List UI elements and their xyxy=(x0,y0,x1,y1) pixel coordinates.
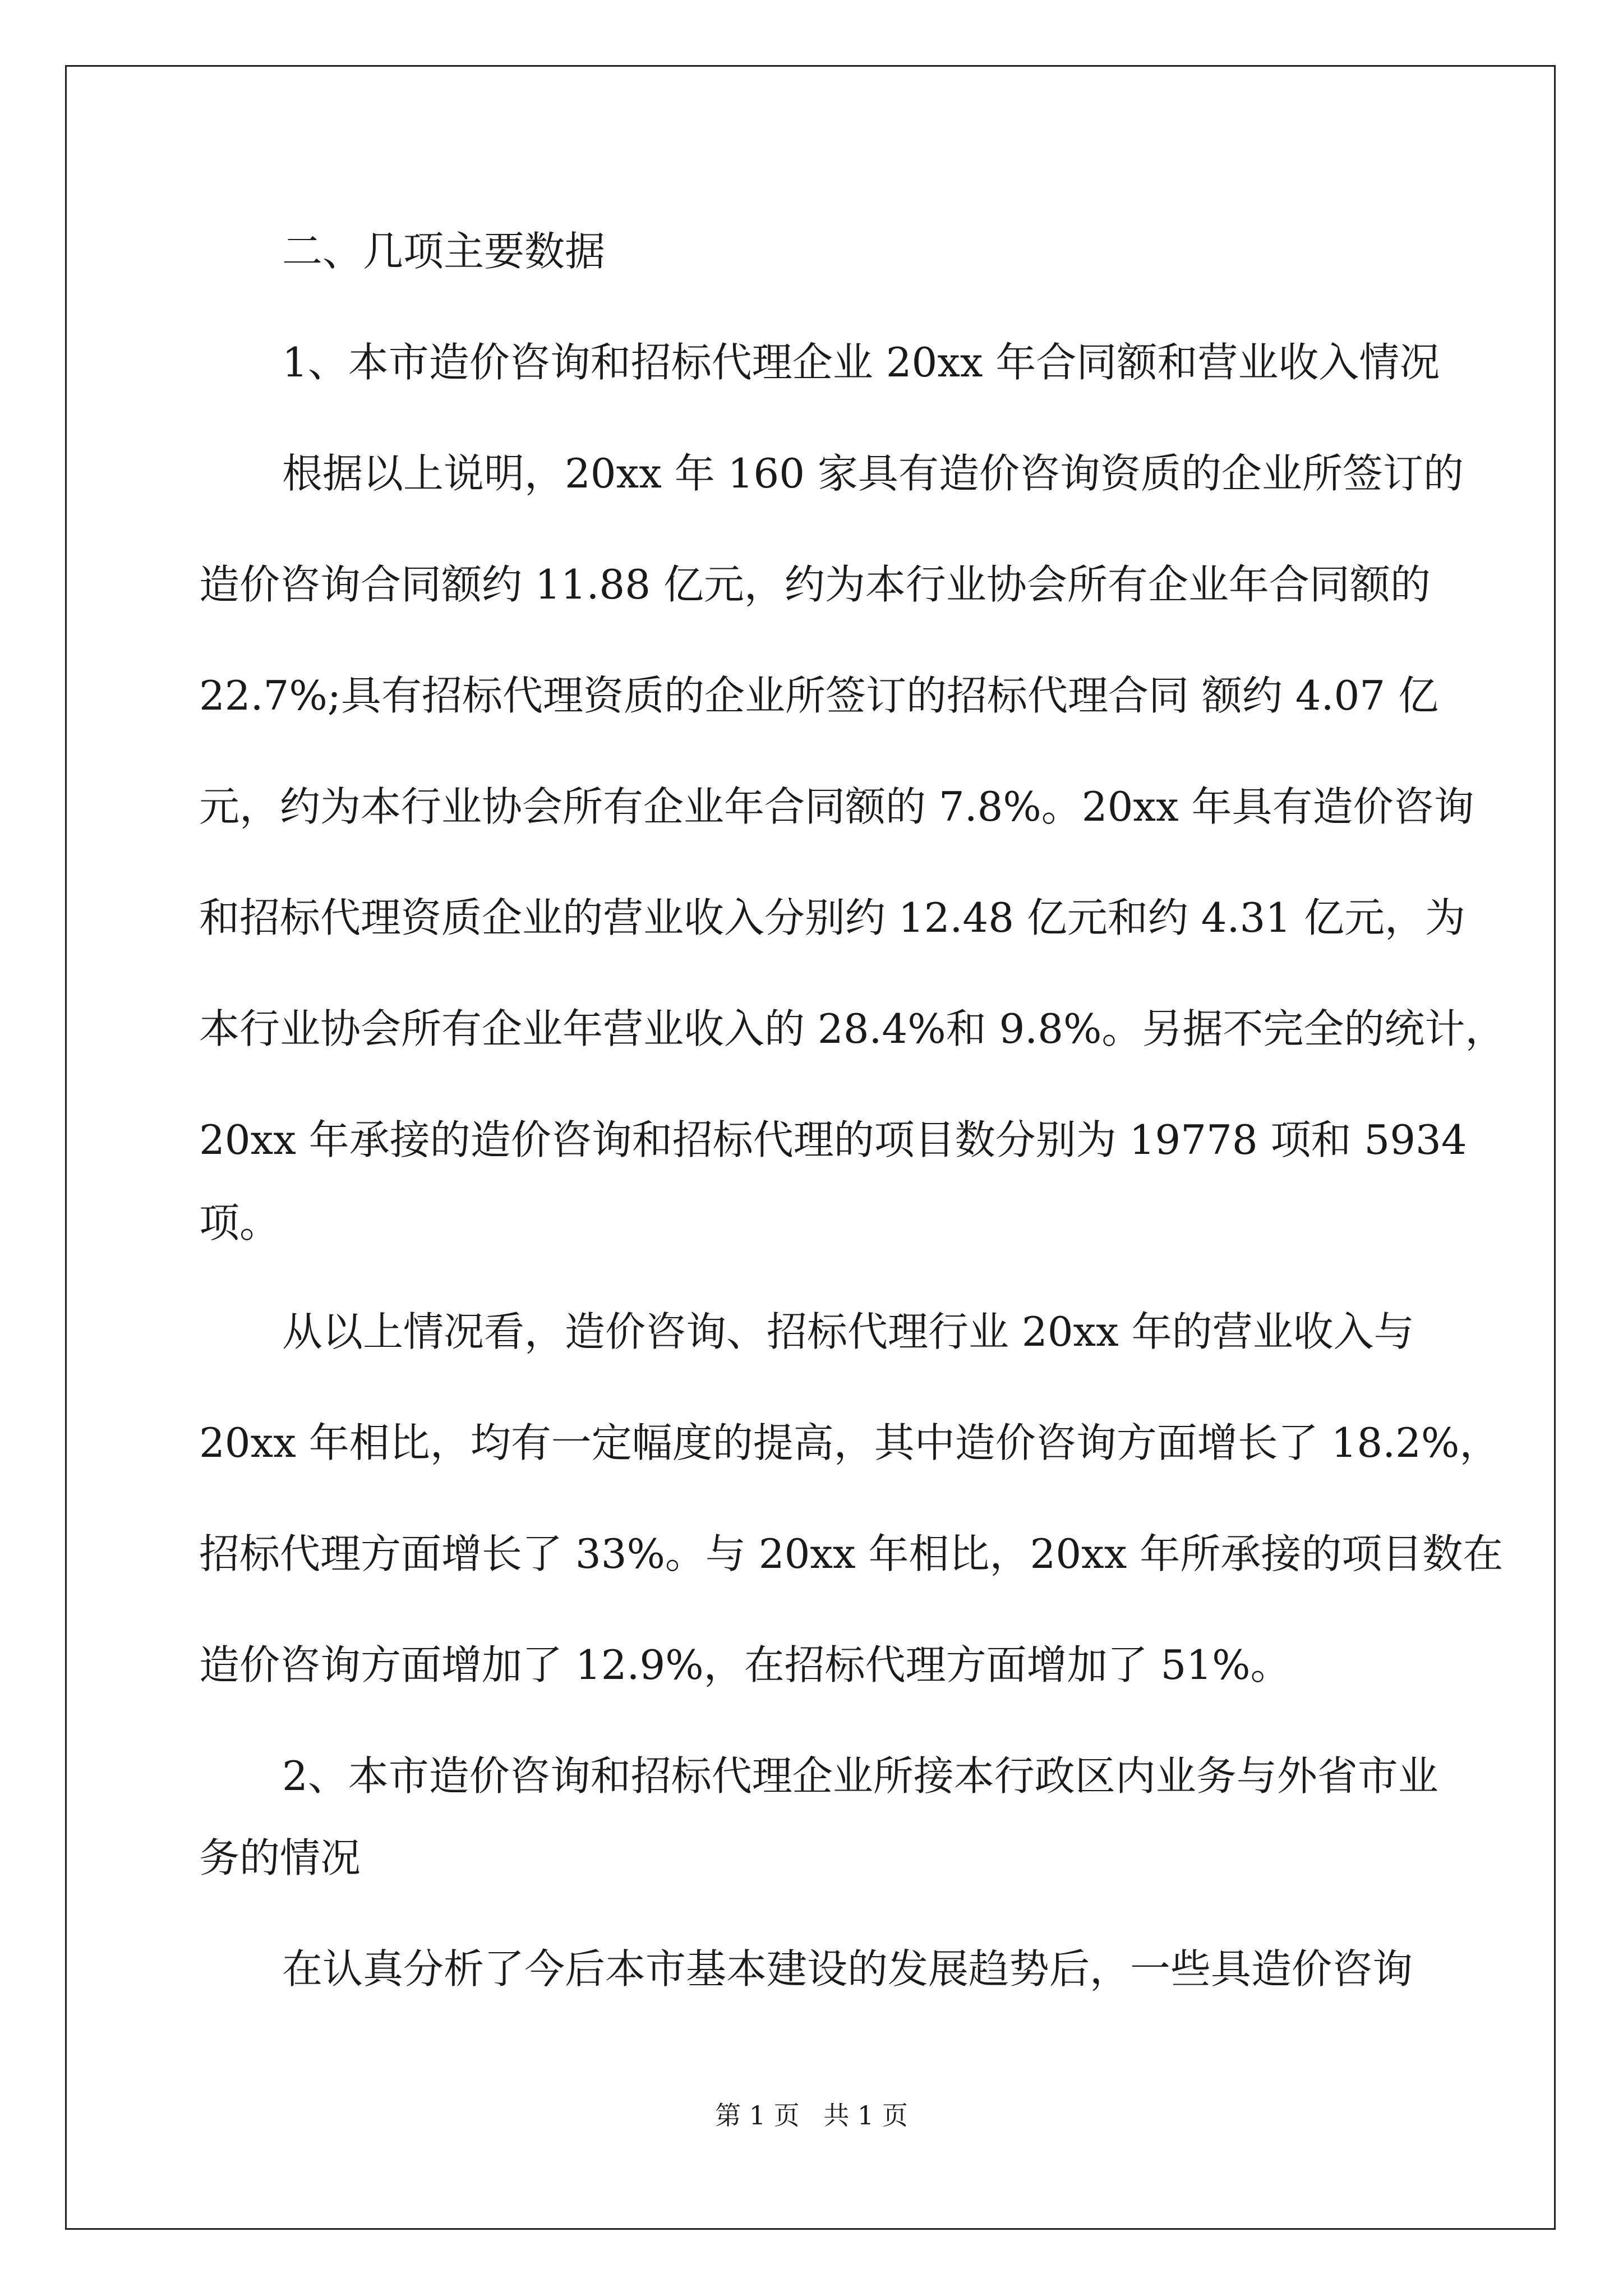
page-total: 共 1 页 xyxy=(823,2100,908,2131)
paragraph-line: 造价咨询合同额约 11.88 亿元，约为本行业协会所有企业年合同额的 xyxy=(199,561,1431,608)
paragraph-line: 从以上情况看，造价咨询、招标代理行业 20xx 年的营业收入与 xyxy=(282,1308,1414,1355)
subsection-heading-1: 1、本市造价咨询和招标代理企业 20xx 年合同额和营业收入情况 xyxy=(282,339,1440,386)
paragraph-line: 元，约为本行业协会所有企业年合同额的 7.8%。20xx 年具有造价咨询 xyxy=(199,783,1474,830)
paragraph-line: 项。 xyxy=(199,1199,280,1246)
paragraph-line: 务的情况 xyxy=(199,1834,361,1881)
paragraph-line: 本行业协会所有企业年营业收入的 28.4%和 9.8%。另据不完全的统计， xyxy=(199,1005,1506,1052)
paragraph-line: 20xx 年相比，均有一定幅度的提高，其中造价咨询方面增长了 18.2%， xyxy=(199,1419,1500,1466)
paragraph-line: 和招标代理资质企业的营业收入分别约 12.48 亿元和约 4.31 亿元，为 xyxy=(199,894,1465,941)
paragraph-line: 根据以上说明，20xx 年 160 家具有造价咨询资质的企业所签订的 xyxy=(282,450,1464,497)
page-number: 第 1 页 xyxy=(715,2100,800,2131)
paragraph-line: 在认真分析了今后本市基本建设的发展趋势后，一些具造价咨询 xyxy=(282,1945,1413,1993)
paragraph-line: 20xx 年承接的造价咨询和招标代理的项目数分别为 19778 项和 5934 xyxy=(199,1116,1467,1163)
section-heading: 二、几项主要数据 xyxy=(282,228,606,275)
paragraph-line: 招标代理方面增长了 33%。与 20xx 年相比，20xx 年所承接的项目数在 xyxy=(199,1530,1504,1577)
paragraph-line: 22.7%;具有招标代理资质的企业所签订的招标代理合同 额约 4.07 亿 xyxy=(199,672,1438,719)
paragraph-line: 造价咨询方面增加了 12.9%，在招标代理方面增加了 51%。 xyxy=(199,1641,1291,1688)
page-footer xyxy=(0,2095,1623,2132)
subsection-heading-2: 2、本市造价咨询和招标代理企业所接本行政区内业务与外省市业 xyxy=(282,1752,1438,1800)
